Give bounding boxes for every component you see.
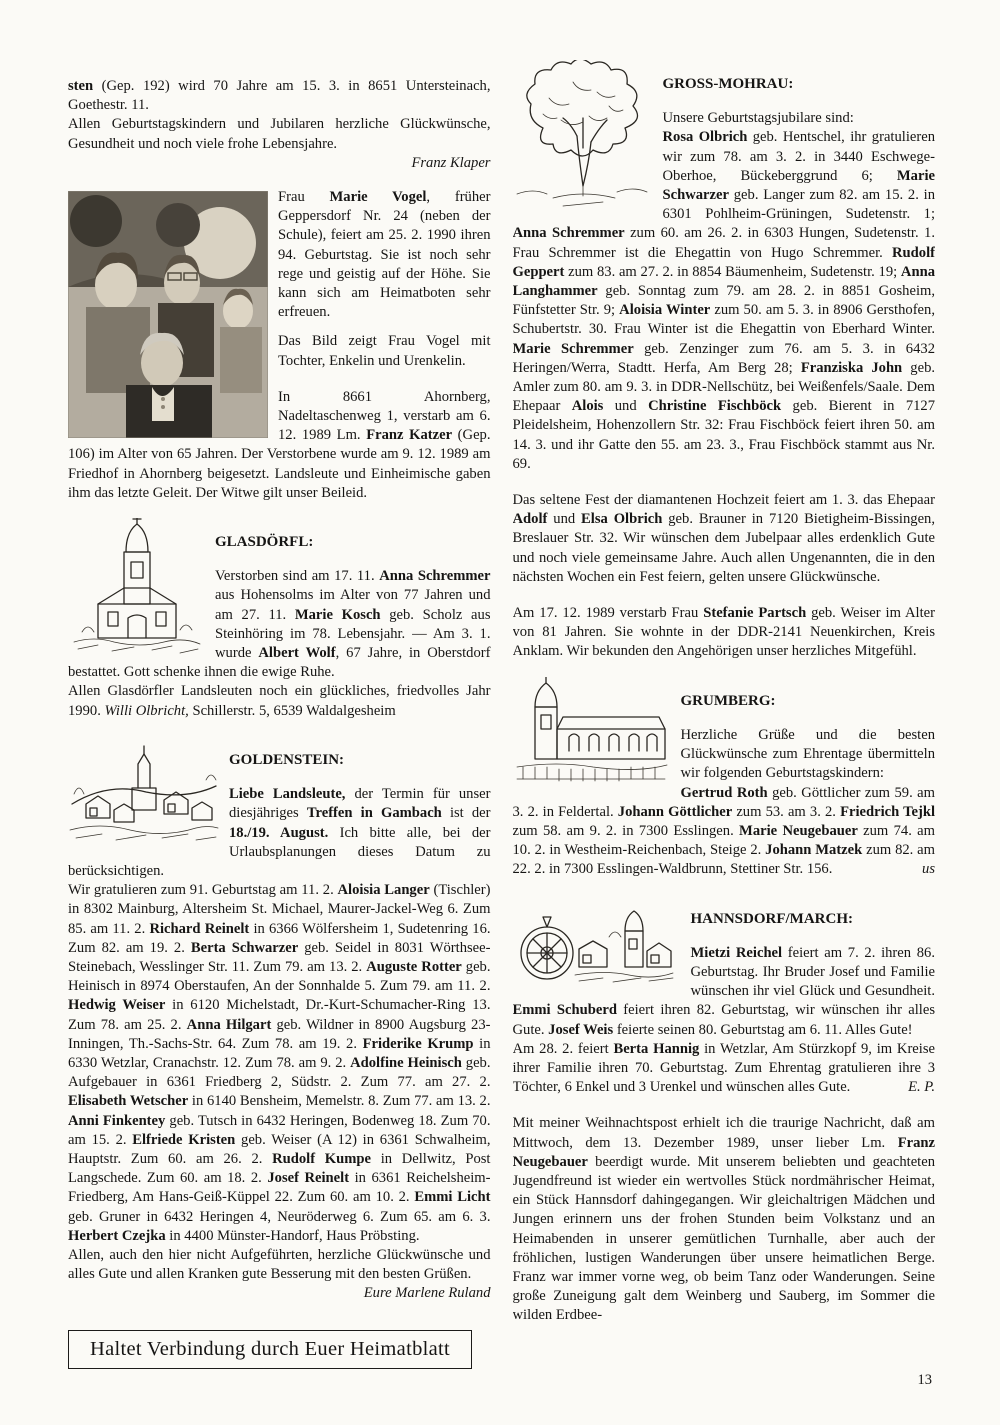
grossmohrau-tree-drawing bbox=[513, 60, 653, 216]
goldenstein-closing-paragraph: Allen, auch den hier nicht Aufgeführten, herzliche Glückwünsche und alles Gute und allen Kranken gute Besserung mit den besten Grüßen. Eure Marlene Ruland bbox=[68, 1246, 491, 1284]
glasdorfl-greetings-paragraph: Allen Glasdörfler Landsleuten noch ein glückliches, friedvolles Jahr 1990. Willi Olbricht, Schillerstr. 5, 6539 Waldalgesheim bbox=[68, 683, 491, 719]
glasdorfl-heading: GLASDÖRFL: bbox=[215, 534, 314, 551]
goldenstein-birthdays-paragraph: Wir gratulieren zum 91. Geburtstag am 11. 2. Aloisia Langer (Tischler) in 8302 Mainburg, Altersheim St. Michael, Maurer-Jackel-Weg 6. Zum 85. am 11. 2. Richard Reinelt in 6366 Wölfersheim 1, Sudetenring 16. Zum 82. am 19. 2. Berta Schwarzer geb. Seidel in 8031 Wörthsee-Steinebach, Wesslinger Str. 11. Zum 79. am 13. 2. Auguste Rotter geb. Heinisch in 8974 Oberstaufen, An der Sonnhalde 5. Zum 79. am 11. 2. Hedwig Weiser in 6120 Michelstadt, Dr.-Kurt-Schumacher-Ring 13. Zum 78. am 25. 2. Anna Hilgart geb. Wildner in 8900 Augsburg 23-Inningen, Th.-Sachs-Str. 64. Zum 78. am 19. 2. Friderike Krump in 6330 Wetzlar, Cranachstr. 12. Zum 78. am 9. 2. Adolfine Heinisch geb. Aufgebauer in 6361 Friedberg 2, Südstr. 2. Zum 77. am 27. 2. Elisabeth Wetscher in 6140 Bensheim, Memelstr. 8. Zum 77. am 13. 2. Anni Finkentey geb. Tutsch in 6432 Heringen, Bodenweg 18. Zum 70. am 15. 2. Elfriede Kristen geb. Weiser (A 12) in 6361 Schwalheim, Hauptstr. Zum 60. am 26. 2. Rudolf Kumpe in Dellwitz, Post Langschede. Zum 60. am 18. 2. Josef Reinelt in 6361 Reichelsheim-Friedberg, Am Hans-Geiß-Küppel 22. Zum 60. am 10. 2. Emmi Licht geb. Gruner in 6432 Heringen 4, Neuröderweg 6. Zum 65. am 6. 3. Herbert Czejka in 4400 Münster-Handorf, Haus Pröbsting. bbox=[68, 882, 491, 1244]
hannsdorf-hannig-paragraph: Am 28. 2. feiert Berta Hannig in Wetzlar, Am Stürzkopf 9, im Kreise ihrer Familie ihren 70. Geburtstag. Zum Ehrentag gratulieren ihre 3 Töchter, 6 Enkel und 3 Urenkel und wünschen alles Gute. E. P. bbox=[513, 1040, 936, 1098]
goldenstein-signature: Eure Marlene Ruland bbox=[363, 1285, 491, 1302]
heimatblatt-banner: Haltet Verbindung durch Euer Heimatblatt bbox=[68, 1330, 472, 1369]
grossmohrau-section bbox=[513, 60, 936, 662]
grossmohrau-birthdays-paragraph: Rosa Olbrich geb. Hentschel, ihr gratulieren wir zum 78. am 3. 2. in 3440 Eschwege-Oberhoe, Bückeberggrund 6; Marie Schwarzer geb. Langer zum 82. am 15. 2. in 6301 Pohlheim-Grüningen, Sudetenstr. 1; Anna Schremmer zum 60. am 26. 2. in 6303 Hungen, Sudetenstr. 1. Frau Schremmer ist die Ehegattin von Hugo Schremmer. Rudolf Geppert zum 83. am 27. 2. in 8854 Bäumenheim, Sudetenstr. 19; Anna Langhammer geb. Sonntag zum 79. am 28. 2. in 8851 Gosheim, Fünfstetter Str. 9; Aloisia Winter zum 50. am 5. 3. in 8906 Gersthofen, Schubertstr. 30. Frau Winter ist die Ehegattin von Eberhard Winter. Marie Schremmer geb. Zenzinger zum 76. am 5. 3. in 6432 Heringen/Werra, Stadtt. Herfa, Am Berg 28; Franziska John geb. Amler zum 80. am 9. 3. in DDR-Nellschütz, bei Weißenfels/Saale. Dem Ehepaar Alois und Christine Fischböck geb. Bierent in 7127 Pleidelsheim, Hohenzollern Str. 32: Frau Fischböck feiert ihren 50. am 14. 3. und ihr Gatte den 55. am 23. 3., Frau Fischböck stammt aus Nr. 69. bbox=[512, 129, 935, 472]
grossmohrau-anniversary-paragraph: Das seltene Fest der diamantenen Hochzeit feiert am 1. 3. das Ehepaar Adolf und Elsa Olbrich geb. Brauner in 7120 Bietigheim-Bissingen, Breslauer Str. 32. Wir wünschen dem Jubelpaar alles erdenklich Gute und noch viele gemeinsame Jahre. Auch allen Ungenannten, die in den nächsten Wochen ein Fest feiern, gelten unsere Glückwünsche. bbox=[512, 492, 935, 585]
glasdorfl-section bbox=[68, 518, 491, 721]
hannsdorf-obituary-paragraph: Mit meiner Weihnachtspost erhielt ich die traurige Nachricht, daß am Mittwoch, dem 13. Dezember 1989, unser lieber Lm. Franz Neugebauer beerdigt wurde. Mit unserem beliebten und geachteten Jugendfreund ist wieder ein wertvolles Stück nordmährischer Heimat, ein Stück Hannsdorf dahingegangen. Wir gleichaltrigen Mädchen und Jungen erinnern uns der frohen Stunden beim Volkstanz und an Heimabenden in unserer gemütlichen Turnhalle, aber auch der fröhlichen, lustigen Wanderungen über unsere heimatlichen Berge. Franz war immer vorne weg, ob beim Tanz oder Wanderungen. Seine große Zuneigung galt dem Weinberg und Sauberg, im Sommer die wilden Erdbee- bbox=[512, 1115, 935, 1324]
grossmohrau-obituary-paragraph: Am 17. 12. 1989 verstarb Frau Stefanie Partsch geb. Weiser im Alter von 81 Jahren. Sie wohnte in der DDR-2141 Neuenkirchen, Kreis Anklam. Wir bekunden den Angehörigen unser herzliches Mitgefühl. bbox=[512, 605, 935, 660]
intro-wishes-paragraph: Allen Geburtstagskindern und Jubilaren herzliche Glückwünsche, Gesundheit und noch viele frohe Lebensjahre. bbox=[68, 116, 491, 152]
grumberg-intro-paragraph: Herzliche Grüße und die besten Glückwünsche zum Ehrentage übermitteln wir folgenden Geburtstagskindern: bbox=[680, 726, 935, 782]
goldenstein-village-drawing bbox=[68, 736, 220, 846]
glasdorfl-chapel-drawing bbox=[68, 518, 206, 656]
intro-continuation-paragraph: sten (Gep. 192) wird 70 Jahre am 15. 3. in 8651 Untersteinach, Goethestr. 11. bbox=[68, 78, 491, 114]
right-column bbox=[513, 60, 936, 1326]
hannsdorf-heading: HANNSDORF/MARCH: bbox=[690, 910, 853, 927]
grumberg-signature: us bbox=[922, 861, 935, 878]
hannsdorf-birthdays-paragraph: Mietzi Reichel feiert am 7. 2. ihren 86. Geburtstag. Ihr Bruder Josef und Familie wünschen ihr viel Glück und Gesundheit. Emmi Schuberd feiert ihren 82. Geburtstag, wir wünschen ihr alles Gute. Josef Weis feierte seinen 80. Geburtstag am 6. 11. Alles Gute! bbox=[512, 944, 935, 1038]
katzer-obituary-paragraph: In 8661 Ahornberg, Nadeltaschenweg 1, verstarb am 6. 12. 1989 Lm. Franz Katzer (Gep. 106) im Alter von 65 Jahren. Der Verstorbene wurde am 9. 12. 1989 am Friedhof in Ahornberg beigesetzt. Landsleute und Einheimische gaben ihm das letzte Geleit. Der Witwe gilt unser Beileid. bbox=[68, 388, 491, 501]
left-column bbox=[68, 60, 491, 1369]
family-photo bbox=[68, 191, 268, 438]
grossmohrau-heading: GROSS-MOHRAU: bbox=[662, 76, 794, 92]
two-column-layout bbox=[68, 60, 935, 1369]
grumberg-birthdays-paragraph: Gertrud Roth geb. Göttlicher zum 59. am 3. 2. in Feldertal. Johann Göttlicher zum 53. am 3. 2. Friedrich Tejkl zum 58. am 9. 2. in 7300 Esslingen. Marie Neugebauer zum 74. am 10. 2. in Westheim-Reichenbach, Steige 2. Johann Matzek zum 82. am 22. 2. in 7300 Esslingen-Waldbrunn, Stettiner Str. 156. us bbox=[513, 784, 936, 880]
vogel-paragraph-2: Das Bild zeigt Frau Vogel mit Tochter, Enkelin und Urenkelin. bbox=[278, 333, 491, 369]
vogel-paragraph-1: Frau Marie Vogel, früher Geppersdorf Nr. 24 (neben der Schule), feiert am 25. 2. 1990 ihren 94. Geburtstag. Sie ist noch sehr rege und geistig auf der Höhe. Sie kann sich am Heimatboten sehr erfreuen. bbox=[278, 189, 491, 321]
grossmohrau-intro-paragraph: Unsere Geburtstagsjubilare sind: bbox=[662, 110, 854, 127]
goldenstein-heading: GOLDENSTEIN: bbox=[229, 751, 345, 768]
intro-signature: Franz Klaper bbox=[411, 154, 491, 171]
grumberg-heading: GRUMBERG: bbox=[680, 692, 776, 709]
hannsdorf-section bbox=[513, 895, 936, 1326]
page-number: 13 bbox=[917, 1372, 932, 1388]
hannsdorf-wheel-and-village-drawing bbox=[513, 897, 681, 989]
grumberg-church-drawing bbox=[513, 677, 671, 787]
vogel-article bbox=[68, 188, 491, 503]
goldenstein-section bbox=[68, 736, 491, 1304]
glasdorfl-obituaries-paragraph: Verstorben sind am 17. 11. Anna Schremmer aus Hohensolms im Alter von 77 Jahren und am 27. 11. Marie Kosch geb. Scholz aus Steinhöring im 78. Lebensjahr. — Am 3. 1. wurde Albert Wolf, 67 Jahre, in Oberstdorf bestattet. Gott schenke ihnen die ewige Ruhe. bbox=[68, 568, 491, 681]
goldenstein-meeting-paragraph: Liebe Landsleute, der Termin für unser diesjähriges Treffen in Gambach ist der 18./19. August. Ich bitte alle, bei der Urlaubsplanungen dieses Datum zu berücksichtigen. bbox=[68, 786, 491, 879]
hannsdorf-signature: E. P. bbox=[908, 1079, 935, 1096]
grumberg-section bbox=[513, 677, 936, 880]
